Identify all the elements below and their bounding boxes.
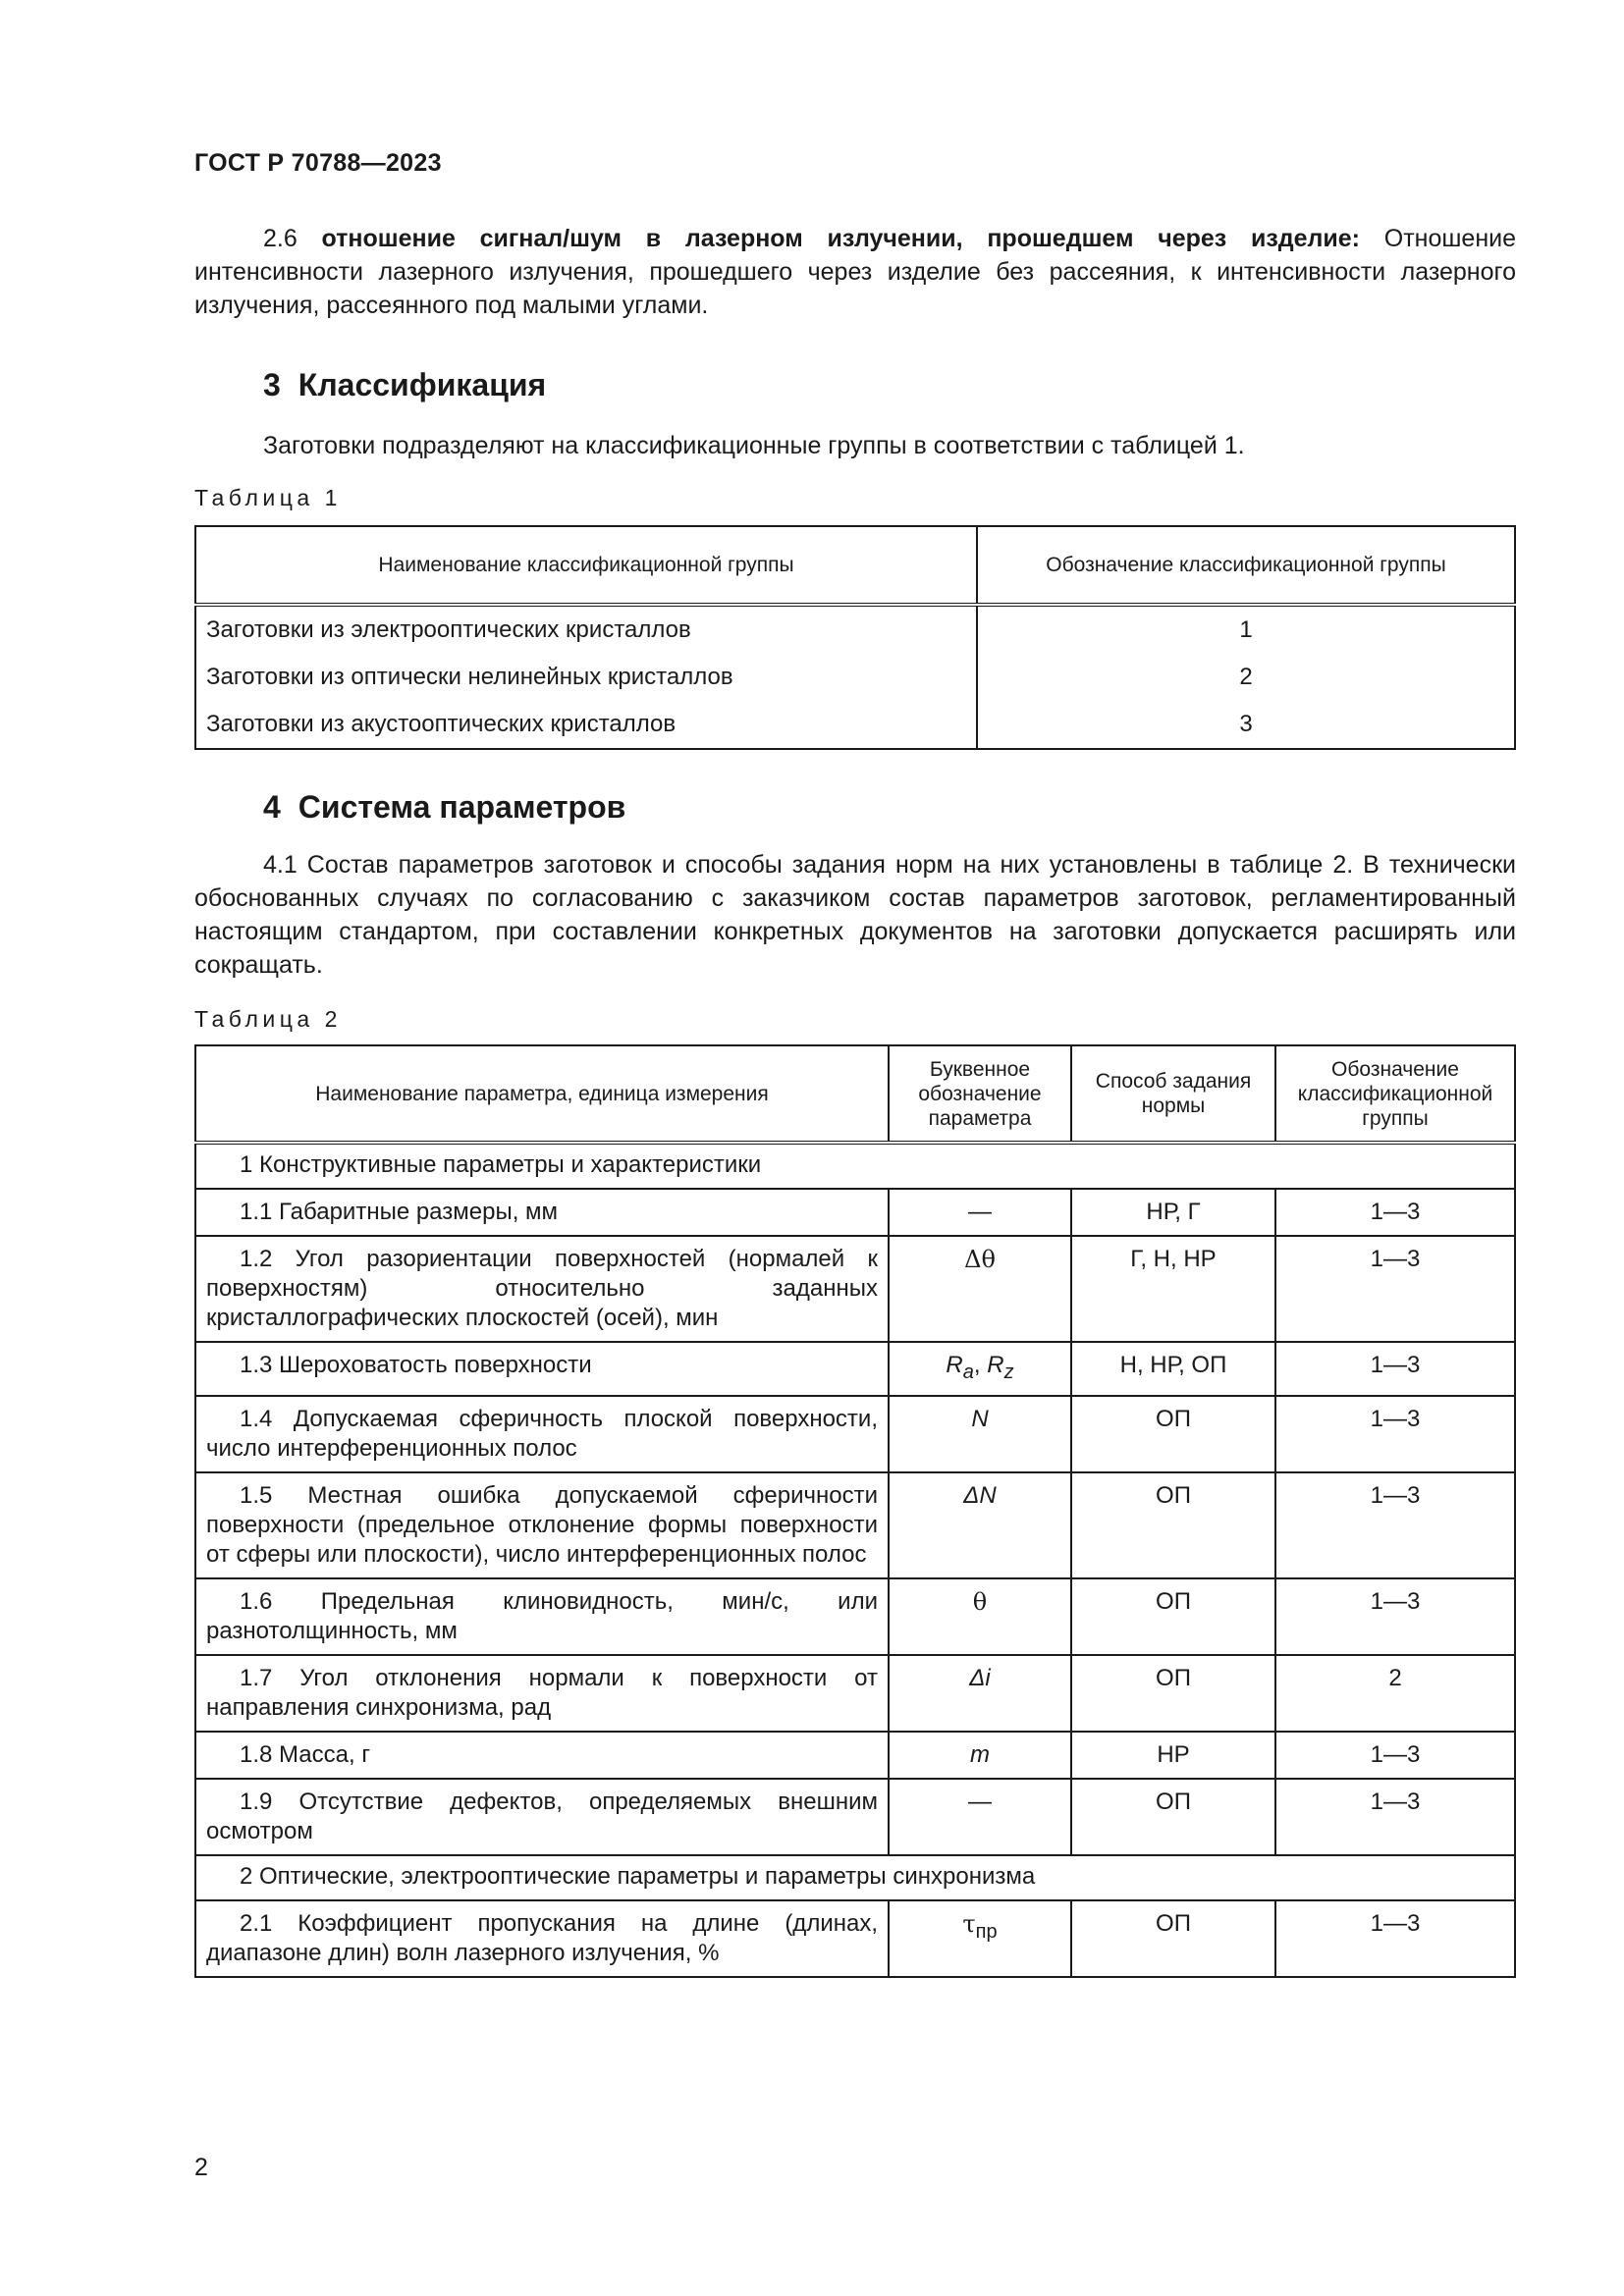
- table-cell: НР: [1071, 1732, 1275, 1779]
- table-cell: 1.3 Шероховатость поверхности: [195, 1342, 889, 1396]
- table-row: [195, 1900, 1515, 1977]
- table-1: [194, 525, 1516, 750]
- table-header-cell: Буквенное обозначение параметра: [889, 1045, 1071, 1143]
- table-cell: 1—3: [1275, 1472, 1515, 1578]
- clause-text: Отношение интенсивности лазерного излучения, прошедшего через изделие без рассеяния, к интенсивности лазерного излучения, рассеянного под малыми углами.: [194, 225, 1516, 319]
- table-cell: 1—3: [1275, 1732, 1515, 1779]
- table-cell: ΔN: [889, 1472, 1071, 1578]
- table-cell: N: [889, 1396, 1071, 1472]
- table-cell: 1.4 Допускаемая сферичность плоской поверхности, число интерференционных полос: [195, 1396, 889, 1472]
- table-row: [195, 1236, 1515, 1342]
- table-cell: 1—3: [1275, 1236, 1515, 1342]
- table-cell: ОП: [1071, 1900, 1275, 1977]
- table-cell: Н, НР, ОП: [1071, 1342, 1275, 1396]
- table-header-cell: Способ задания нормы: [1071, 1045, 1275, 1143]
- table-cell: 1—3: [1275, 1189, 1515, 1236]
- table-cell: 1.9 Отсутствие дефектов, определяемых внешним осмотром: [195, 1779, 889, 1855]
- table-cell: —: [889, 1189, 1071, 1236]
- page-number: 2: [194, 2154, 208, 2181]
- table-cell: НР, Г: [1071, 1189, 1275, 1236]
- table-row: [195, 701, 1515, 749]
- table-cell: θ: [889, 1578, 1071, 1655]
- table-cell: ОП: [1071, 1779, 1275, 1855]
- table-cell: Заготовки из акустооптических кристаллов: [195, 701, 977, 749]
- table-header-cell: Обозначение классификационной группы: [977, 526, 1515, 605]
- clause-2-6: [194, 222, 1516, 322]
- table-row: [195, 1189, 1515, 1236]
- table-1-caption: Таблица 1: [194, 485, 342, 510]
- table-row: [195, 1472, 1515, 1578]
- table-cell: 3: [977, 701, 1515, 749]
- table-cell: ОП: [1071, 1578, 1275, 1655]
- clause-4-1: 4.1 Состав параметров заготовок и способы задания норм на них установлены в таблице 2. В технически обоснованных случаях по согласованию с заказчиком состав параметров заготовок, регламентированный настоящим стандартом, при составлении конкретных документов на заготовки допускается расширять или сокращать.: [194, 851, 1516, 979]
- table-cell: 1: [977, 605, 1515, 654]
- table-row: [195, 1655, 1515, 1732]
- table-cell: 1.6 Предельная клиновидность, мин/с, или разнотолщинность, мм: [195, 1578, 889, 1655]
- clause-number: 2.6: [263, 225, 298, 252]
- table-cell: 1.2 Угол разориентации поверхностей (нормалей к поверхностям) относительно заданных кристаллографических плоскостей (осей), мин: [195, 1236, 889, 1342]
- table-cell: 1—3: [1275, 1779, 1515, 1855]
- table-cell: Г, Н, НР: [1071, 1236, 1275, 1342]
- table-cell: Заготовки из оптически нелинейных кристаллов: [195, 654, 977, 701]
- table-cell: 1—3: [1275, 1342, 1515, 1396]
- table-row: [195, 1779, 1515, 1855]
- transmittance-symbol: $\tau_{пр}$: [889, 1900, 1071, 1977]
- table-cell: Δi: [889, 1655, 1071, 1732]
- table-cell: 2 Оптические, электрооптические параметры и параметры синхронизма: [195, 1855, 1515, 1900]
- table-cell: 1—3: [1275, 1396, 1515, 1472]
- table-row: [195, 1578, 1515, 1655]
- roughness-symbol: $R_a$, $R_z$: [889, 1342, 1071, 1396]
- table-cell: 1.5 Местная ошибка допускаемой сферичности поверхности (предельное отклонение формы поверхности от сферы или плоскости), число интерференционных полос: [195, 1472, 889, 1578]
- table-cell: m: [889, 1732, 1071, 1779]
- table-cell: 1.1 Габаритные размеры, мм: [195, 1189, 889, 1236]
- table-cell: 2: [977, 654, 1515, 701]
- table-cell: 1—3: [1275, 1900, 1515, 1977]
- table-cell: 2: [1275, 1655, 1515, 1732]
- table-2: [194, 1044, 1516, 1978]
- clause-term: отношение сигнал/шум в лазерном излучении, прошедшем через изделие:: [321, 225, 1361, 252]
- table-cell: ОП: [1071, 1472, 1275, 1578]
- section-4-heading: 4 Система параметров: [263, 789, 626, 825]
- table-cell: —: [889, 1779, 1071, 1855]
- table-header-cell: Обозначение классификационной группы: [1275, 1045, 1515, 1143]
- table-cell: Заготовки из электрооптических кристаллов: [195, 605, 977, 654]
- document-header: ГОСТ Р 70788—2023: [194, 149, 442, 177]
- table-row: [195, 654, 1515, 701]
- section-3-heading: 3 Классификация: [263, 367, 547, 402]
- table-2-caption: Таблица 2: [194, 1006, 342, 1032]
- table-group-row: [195, 1143, 1515, 1189]
- table-cell: ОП: [1071, 1655, 1275, 1732]
- table-cell: 1.7 Угол отклонения нормали к поверхности от направления синхронизма, рад: [195, 1655, 889, 1732]
- table-cell: ОП: [1071, 1396, 1275, 1472]
- table-cell: 1—3: [1275, 1578, 1515, 1655]
- table-cell: Δθ: [889, 1236, 1071, 1342]
- table-row: [195, 1732, 1515, 1779]
- table-group-row: [195, 1855, 1515, 1900]
- table-cell: 1 Конструктивные параметры и характеристики: [195, 1143, 1515, 1189]
- table-header-cell: Наименование параметра, единица измерения: [195, 1045, 889, 1143]
- table-cell: 1.8 Масса, г: [195, 1732, 889, 1779]
- table-header-cell: Наименование классификационной группы: [195, 526, 977, 605]
- table-cell: 2.1 Коэффициент пропускания на длине (длинах, диапазоне длин) волн лазерного излучения, %: [195, 1900, 889, 1977]
- table-row: [195, 605, 1515, 654]
- section-3-text: Заготовки подразделяют на классификационные группы в соответствии с таблицей 1.: [263, 432, 1245, 459]
- table-row: [195, 1342, 1515, 1396]
- table-row: [195, 1396, 1515, 1472]
